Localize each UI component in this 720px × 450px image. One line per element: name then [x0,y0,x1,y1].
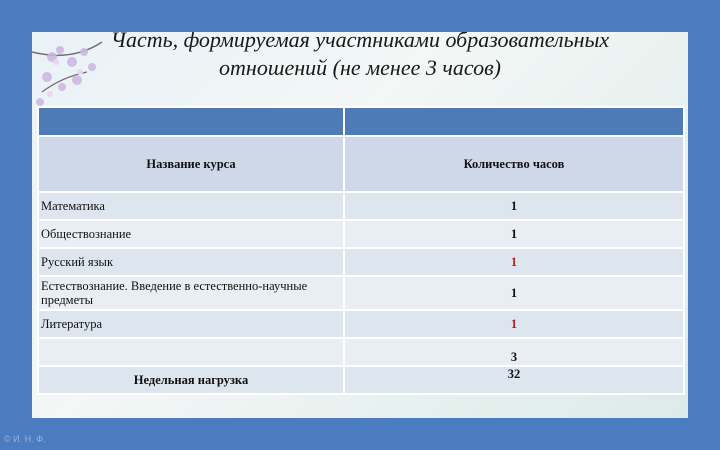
course-name: Литература [38,310,344,338]
header-hours: Количество часов [344,136,684,192]
header-course-name: Название курса [38,136,344,192]
weekly-load-value: 32 [344,366,684,394]
subtotal-hours: 3 [344,338,684,366]
table-header-band [38,107,684,136]
page-title [32,32,688,82]
course-name: Обществознание [38,220,344,248]
course-hours: 1 [344,220,684,248]
table-row [38,276,684,310]
course-hours: 1 [344,248,684,276]
table-row [38,192,684,220]
course-name: Математика [38,192,344,220]
title-line-2: отношений (не менее 3 часов) [219,55,501,80]
course-name: Русский язык [38,248,344,276]
column-headers-row [38,136,684,192]
table-row [38,310,684,338]
slide [32,32,688,418]
table-row [38,220,684,248]
subtotal-row [38,338,684,366]
course-hours: 1 [344,192,684,220]
weekly-load-label: Недельная нагрузка [38,366,344,394]
course-hours: 1 [344,310,684,338]
course-name: Естествознание. Введение в естественно-научные предметы [38,276,344,310]
title-line-1: Часть, формируемая участниками образовательных [110,32,610,52]
courses-table [37,106,685,395]
course-hours: 1 [344,276,684,310]
copyright-text: © И. Н. Ф. [4,434,46,444]
weekly-load-row [38,366,684,394]
table-row [38,248,684,276]
